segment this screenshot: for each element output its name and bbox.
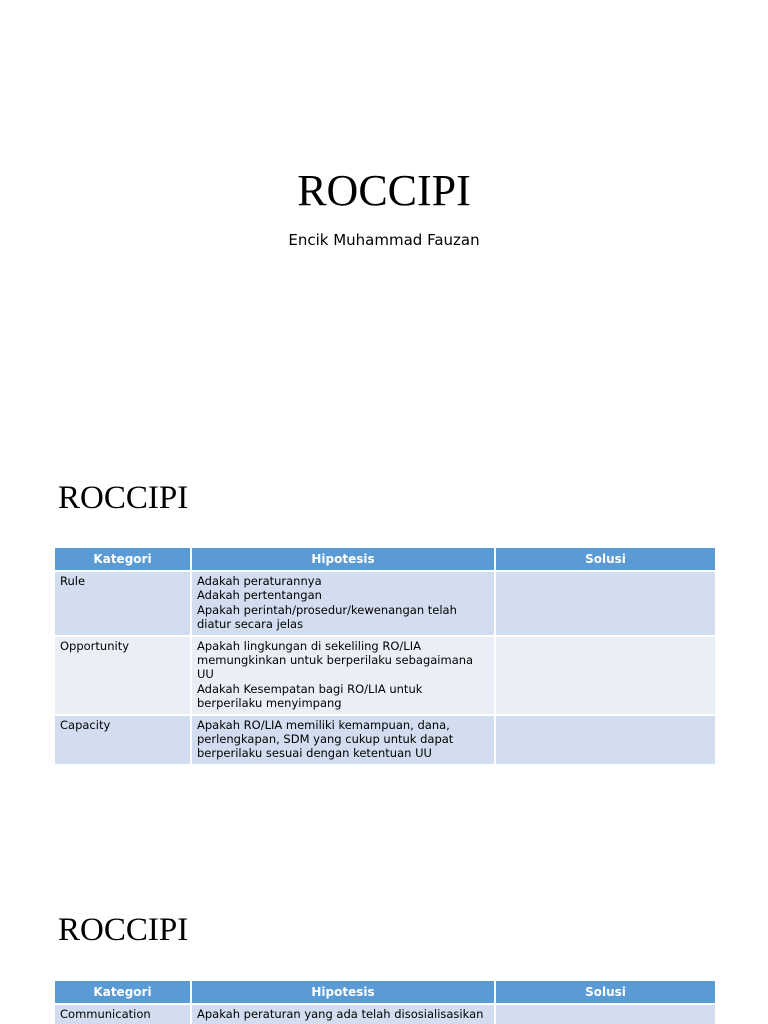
slide-title: ROCCIPI — [58, 912, 189, 948]
kategori-cell: Rule — [54, 571, 191, 636]
hipotesis-line: diatur secara jelas — [197, 617, 304, 632]
table-row — [54, 715, 716, 765]
hipotesis-line: Apakah perintah/prosedur/kewenangan telah — [197, 602, 457, 617]
hipotesis-line: Apakah RO/LIA memiliki kemampuan, dana, — [197, 717, 450, 732]
title-slide — [0, 0, 768, 420]
hipotesis-line: Apakah lingkungan di sekeliling RO/LIA — [197, 638, 421, 653]
header-solusi: Solusi — [495, 980, 716, 1004]
hipotesis-line: Adakah peraturannya — [197, 574, 322, 588]
table-row — [54, 1004, 716, 1024]
hipotesis-cell — [191, 636, 495, 715]
table-row — [54, 571, 716, 636]
header-hipotesis: Hipotesis — [191, 980, 495, 1004]
roccipi-table — [53, 979, 717, 1024]
hipotesis-line: perlengkapan, SDM yang cukup untuk dapat — [197, 732, 454, 747]
table-header-row — [54, 547, 716, 571]
header-solusi: Solusi — [495, 547, 716, 571]
hipotesis-line: memungkinkan untuk berperilaku sebagaimana — [197, 653, 474, 668]
hipotesis-line: Adakah Kesempatan bagi RO/LIA untuk — [197, 681, 423, 696]
hipotesis-line: Apakah peraturan yang ada telah disosialisasikan — [197, 1007, 484, 1021]
solusi-cell — [495, 571, 716, 636]
kategori-cell: Opportunity — [54, 636, 191, 715]
solusi-cell — [495, 715, 716, 765]
hipotesis-line: berperilaku sesuai dengan ketentuan UU — [197, 746, 432, 761]
solusi-cell — [495, 636, 716, 715]
hipotesis-cell — [191, 571, 495, 636]
header-hipotesis: Hipotesis — [191, 547, 495, 571]
table-header-row — [54, 980, 716, 1004]
header-kategori: Kategori — [54, 980, 191, 1004]
kategori-cell: Communication — [54, 1004, 191, 1024]
hipotesis-cell — [191, 715, 495, 765]
hipotesis-line: UU — [197, 667, 214, 682]
roccipi-table-slide-2 — [0, 876, 768, 1024]
roccipi-table — [53, 546, 717, 766]
kategori-cell: Capacity — [54, 715, 191, 765]
presentation-author: Encik Muhammad Fauzan — [288, 231, 480, 249]
table-row — [54, 636, 716, 715]
presentation-title: ROCCIPI — [297, 166, 471, 215]
roccipi-table-slide-1 — [0, 440, 768, 860]
hipotesis-cell — [191, 1004, 495, 1024]
header-kategori: Kategori — [54, 547, 191, 571]
slide-title: ROCCIPI — [58, 480, 189, 516]
hipotesis-line: berperilaku menyimpang — [197, 696, 342, 711]
hipotesis-line: Adakah pertentangan — [197, 588, 322, 603]
solusi-cell — [495, 1004, 716, 1024]
